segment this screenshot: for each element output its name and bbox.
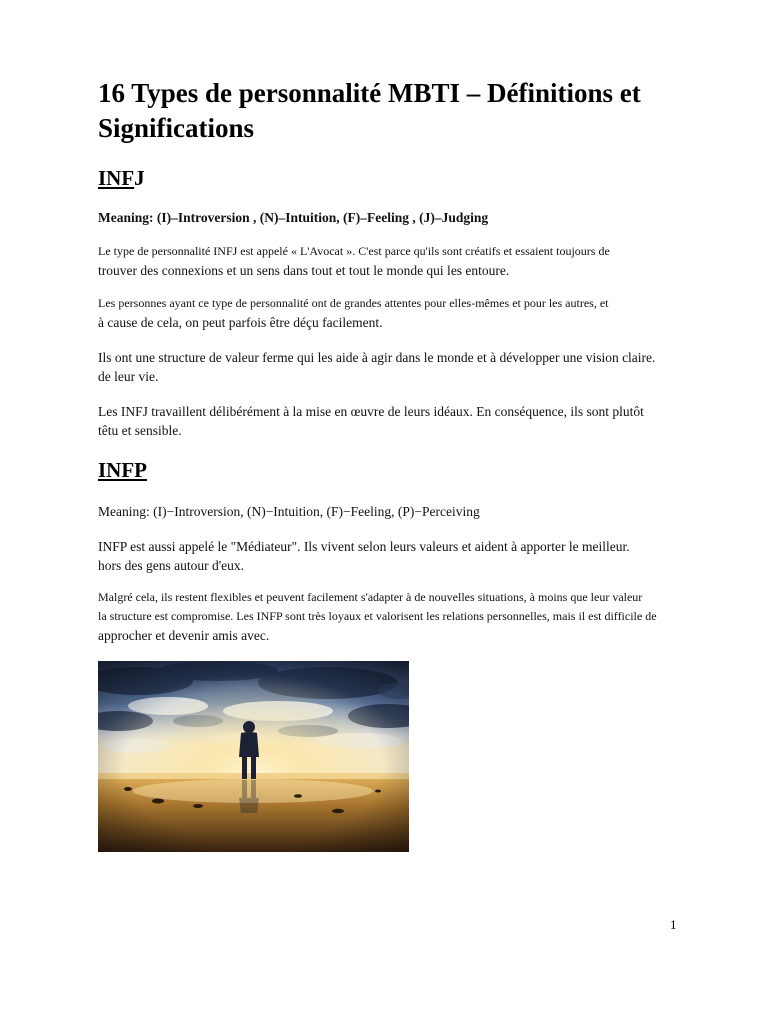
paragraph-line: la structure est compromise. Les INFP sont très loyaux et valorisent les relations personnelles, mais il est difficile de [98,609,657,623]
paragraph-line: hors des gens autour d'eux. [98,558,245,573]
heading-text: INFP [98,458,147,482]
paragraph-line: trouver des connexions et un sens dans tout et tout le monde qui les entoure. [98,263,510,278]
infj-paragraph-1 [98,242,688,280]
paragraph-line: approcher et devenir amis avec. [98,628,270,643]
heading-rest-part: J [134,166,145,190]
paragraph-line: têtu et sensible. [98,423,182,438]
photo-illustration [98,661,409,852]
page-number: 1 [670,917,677,932]
infp-paragraph-1 [98,537,688,575]
infp-paragraph-2 [98,588,688,645]
infj-paragraph-4 [98,402,688,440]
infp-meaning: Meaning: (I)−Introversion, (N)−Intuition, (F)−Feeling, (P)−Perceiving [98,504,480,519]
paragraph-line: Ils ont une structure de valeur ferme qui les aide à agir dans le monde et à développer une vision claire. [98,350,656,365]
section-heading-infj [98,165,145,191]
heading-underlined-part: INF [98,166,135,190]
infj-paragraph-3 [98,348,688,386]
paragraph-line: Malgré cela, ils restent flexibles et peuvent facilement s'adapter à de nouvelles situations, à moins que leur valeur [98,590,643,604]
page-title: 16 Types de personnalité MBTI – Définitions et Significations [98,78,641,143]
paragraph-line: de leur vie. [98,369,159,384]
paragraph-line: Le type de personnalité INFJ est appelé « L'Avocat ». C'est parce qu'ils sont créatifs et essaient toujours de [98,244,610,258]
paragraph-line: Les INFJ travaillent délibérément à la mise en œuvre de leurs idéaux. En conséquence, ils sont plutôt [98,404,644,419]
section-heading-infp [98,457,147,483]
paragraph-line: Les personnes ayant ce type de personnalité ont de grandes attentes pour elles-mêmes et pour les autres, et [98,296,609,310]
paragraph-line: INFP est aussi appelé le "Médiateur". Ils vivent selon leurs valeurs et aident à apporter le meilleur. [98,539,630,554]
infj-meaning: Meaning: (I)–Introversion , (N)–Intuition, (F)–Feeling , (J)–Judging [98,210,489,225]
paragraph-line: à cause de cela, on peut parfois être déçu facilement. [98,315,383,330]
person-on-beach-sunset-photo [98,661,409,852]
infj-paragraph-2 [98,294,688,332]
